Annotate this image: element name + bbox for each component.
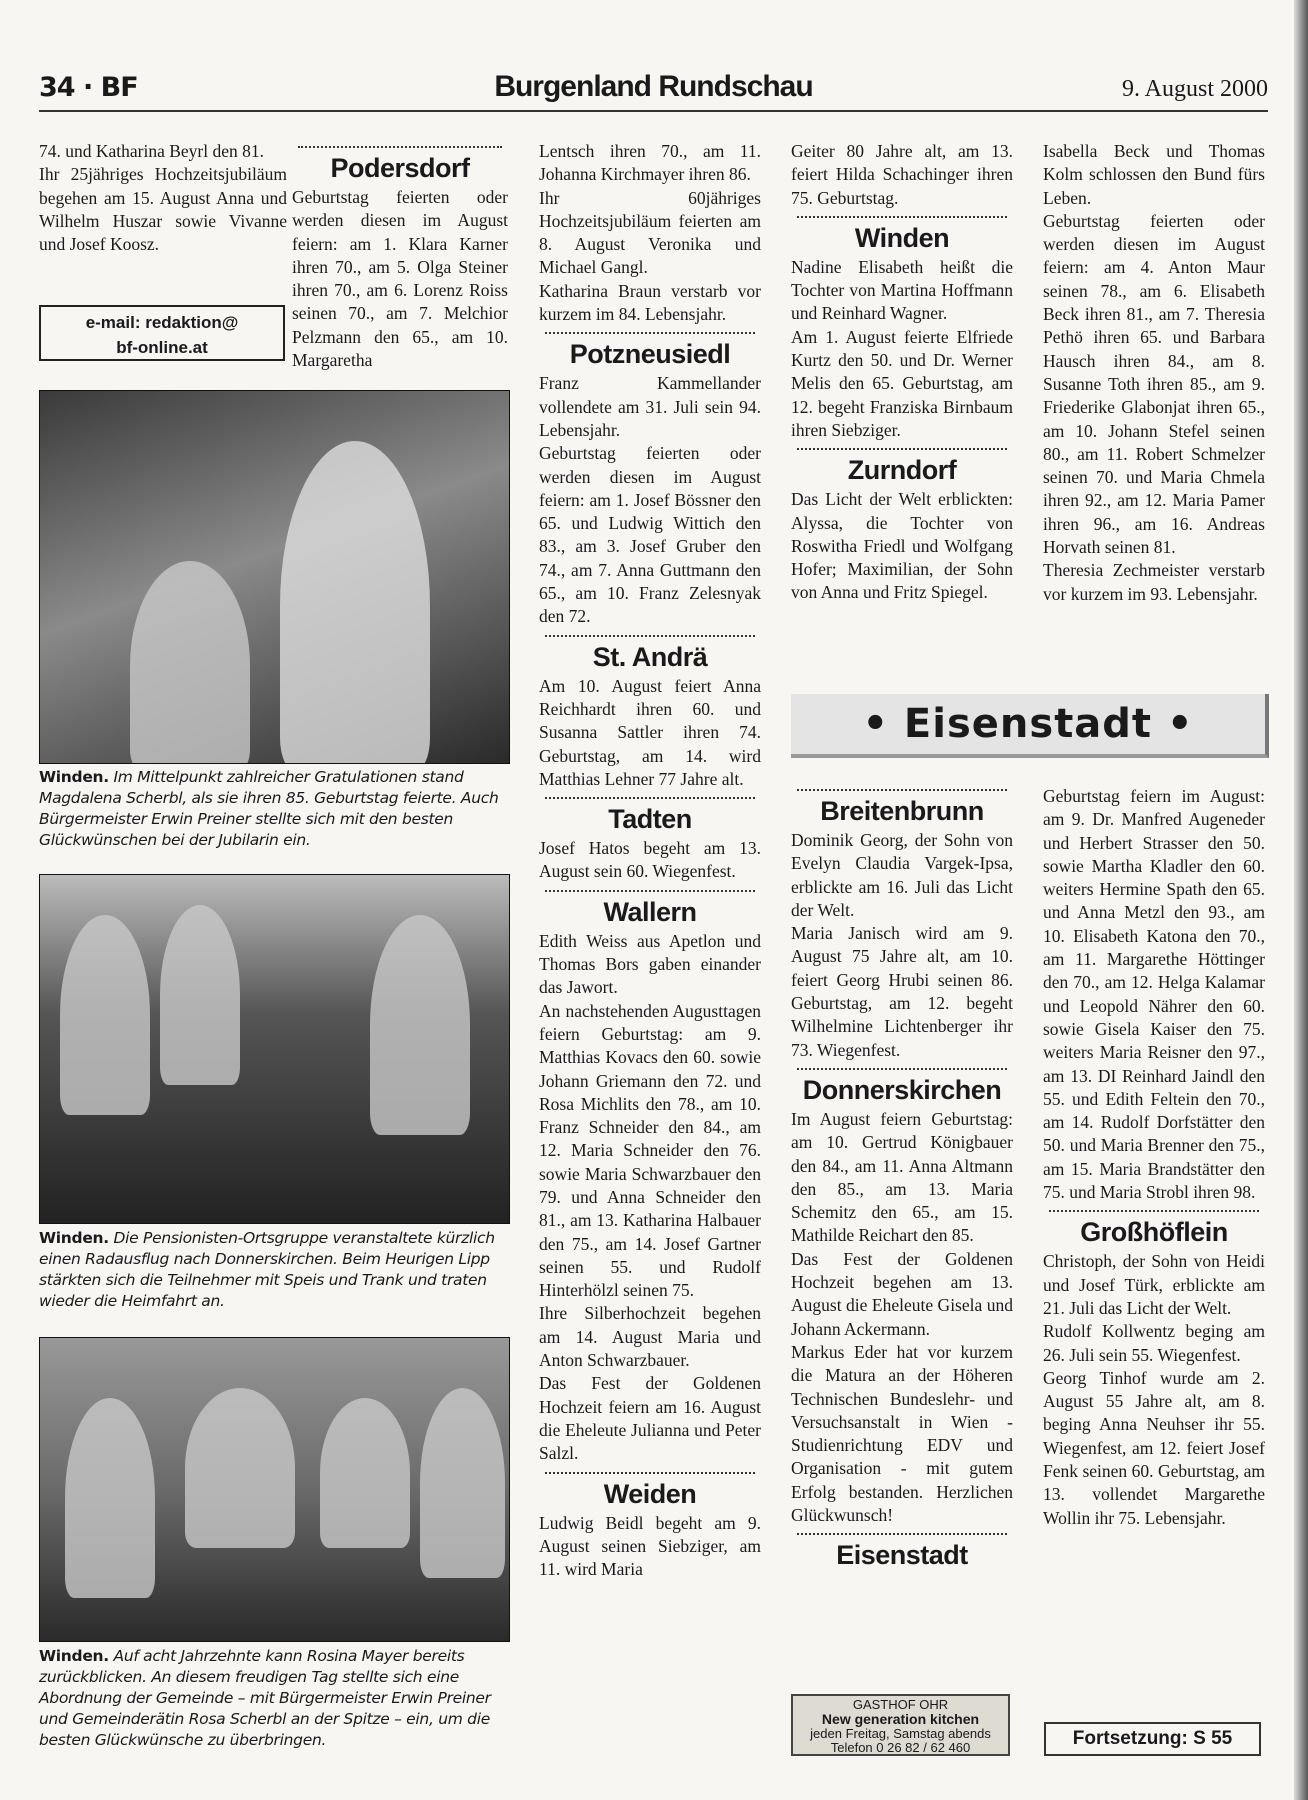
news-paragraph: Edith Weiss aus Apetlon und Thomas Bors gaben einander das Jawort. <box>539 930 761 998</box>
news-paragraph: Im August feiern Geburtstag: am 10. Gertrud Königbauer den 84., am 11. Anna Altmann den 85., am 13. Maria Schemitz den 65., am 15. Mathilde Reichart den 85. <box>791 1108 1013 1246</box>
ad-phone: Telefon 0 26 82 / 62 460 <box>830 1740 971 1755</box>
dotted-divider <box>545 332 755 334</box>
news-paragraph: Geburtstag feiern im August: am 9. Dr. Manfred Augeneder und Herbert Strasser den 50. sowie Martha Kladler den 60. weiters Hermine Spath den 65. und Anna Metzl den 93., am 10. Elisabeth Katona den 70., am 11. Margarethe Höttinger den 70., am 12. Helga Kalamar und Leopold Nährer den 60. sowie Gisela Kaiser den 75. weiters Maria Reisner den 97., am 13. DI Reinhard Jaindl den 55. und Edith Feltein den 70., am 14. Rudolf Dorfstätter den 50. und Maria Brenner den 75., am 15. Maria Brandstätter den 75. und Maria Strobl ihren 98. <box>1043 786 1265 1203</box>
photo-caption <box>39 767 508 851</box>
photo-rosina-mayer <box>39 1337 510 1642</box>
news-paragraph: An nachstehenden Augusttagen feiern Geburtstag: am 9. Matthias Kovacs den 60. sowie Johann Griemann den 72. und Rosa Michlits den 78., am 10. Franz Schneider den 84., am 12. Maria Schneider den 76. sowie Maria Schwarzbauer den 79. und Anna Schneider den 81., am 13. Katharina Halbauer den 75., am 14. Josef Gartner seinen 55. und Rudolf Hinterhölzl seinen 75. <box>539 1000 761 1301</box>
caption-place: Winden. <box>39 1647 109 1665</box>
section-heading: Tadten <box>608 804 692 835</box>
section-heading: Winden <box>854 222 950 253</box>
dotted-divider <box>298 146 502 148</box>
news-paragraph: Dominik Georg, der Sohn von Evelyn Claudia Vargek-Ipsa, erblickte am 16. Juli das Licht der Welt. <box>791 830 1013 920</box>
news-paragraph: Das Fest der Goldenen Hochzeit feiern am 16. August die Eheleute Julianna und Peter Salzl. <box>539 1373 761 1464</box>
section-heading: Breitenbrunn <box>820 796 984 826</box>
dotted-divider <box>545 797 755 799</box>
dotted-divider <box>545 635 755 637</box>
section-heading: Potzneusiedl <box>569 339 731 370</box>
news-paragraph: Rudolf Kollwentz beging am 26. Juli sein 55. Wiegenfest. <box>1043 1321 1265 1365</box>
page-edge-shadow <box>1294 0 1308 1800</box>
newspaper-title: Burgenland Rundschau <box>494 70 813 103</box>
news-paragraph: Georg Tinhof wurde am 2. August 55 Jahre alt, am 8. beging Anna Neuhser ihr 55. Wiegenfest, am 12. feiert Josef Fenk seinen 60. Geburtstag, am 13. vollendet Margarethe Wollin ihr 75. Lebensjahr. <box>1043 1367 1265 1528</box>
dotted-divider <box>797 216 1007 218</box>
section-heading: Eisenstadt <box>836 1540 968 1571</box>
news-paragraph: Markus Eder hat vor kurzem die Matura an der Höheren Technischen Bundeslehr- und Versuchsanstalt in Wien - Studienrichtung EDV und Organisation - mit gutem Erfolg bestanden. Herzlichen Glückwunsch! <box>791 1341 1013 1526</box>
column-1-top <box>39 140 287 256</box>
ad-name: GASTHOF OHR <box>852 1697 949 1712</box>
caption-place: Winden. <box>39 768 109 786</box>
section-heading: Donnerskirchen <box>802 1074 1002 1105</box>
page-number: 34 · BF <box>39 72 138 103</box>
section-heading: Zurndorf <box>847 455 957 486</box>
email-box <box>39 305 285 361</box>
news-paragraph: Geiter 80 Jahre alt, am 13. feiert Hilda Schachinger ihren 75. Geburtstag. <box>791 141 1013 208</box>
continuation-box: Fortsetzung: S 55 <box>1044 1722 1261 1756</box>
section-heading: Podersdorf <box>330 153 470 183</box>
news-paragraph: Geburtstag feierten oder werden diesen im August feiern: am 1. Klara Karner ihren 70., am 5. Olga Steiner ihren 70., am 6. Lorenz Roiss seinen 70., am 7. Melchior Pelzmann den 65., am 10. Margaretha <box>292 187 508 371</box>
caption-text: Die Pensionisten-Ortsgruppe veranstaltete kürzlich einen Radausflug nach Donnerskirchen. Beim Heurigen Lipp stärkten sich die Teilnehmer mit Speis und Trank und traten wieder die Heimfahrt an. <box>39 1229 495 1310</box>
photo-caption <box>39 1228 508 1312</box>
caption-place: Winden. <box>39 1229 109 1247</box>
email-line-2: bf-online.at <box>116 338 208 357</box>
section-banner-eisenstadt: • Eisenstadt • <box>791 694 1269 758</box>
news-paragraph: Das Licht der Welt erblickten: Alyssa, die Tochter von Roswitha Friedl und Wolfgang Hofer; Maximilian, der Sohn von Anna und Fritz Spiegel. <box>791 489 1013 603</box>
page-header <box>39 70 1268 112</box>
column-3 <box>539 140 761 1581</box>
news-paragraph: Am 1. August feierte Elfriede Kurtz den 50. und Dr. Werner Melis den 65. Geburtstag, am 12. begeht Franziska Birnbaum ihren Siebziger. <box>791 326 1013 440</box>
news-paragraph: Josef Hatos begeht am 13. August sein 60. Wiegenfest. <box>539 838 761 882</box>
dotted-divider <box>1049 1210 1259 1212</box>
column-2-top <box>292 140 508 372</box>
ad-slogan: New generation kitchen <box>821 1711 980 1727</box>
dotted-divider <box>797 1533 1007 1535</box>
news-paragraph: Maria Janisch wird am 9. August 75 Jahre alt, am 10. feiert Georg Hrubi seinen 86. Geburtstag, am 12. begeht Wilhelmine Lichtenberger ihr 73. Wiegenfest. <box>791 923 1013 1060</box>
ad-hours: jeden Freitag, Samstag abends <box>810 1726 991 1741</box>
news-paragraph: Das Fest der Goldenen Hochzeit begehen am 13. August die Eheleute Gisela und Johann Ackermann. <box>791 1248 1013 1339</box>
issue-date: 9. August 2000 <box>1121 76 1268 102</box>
news-paragraph: Isabella Beck und Thomas Kolm schlossen den Bund fürs Leben. <box>1043 141 1265 208</box>
news-paragraph: Geburtstag feierten oder werden diesen im August feiern: am 4. Anton Maur seinen 78., am 6. Elisabeth Beck ihren 81., am 7. Theresia Pethö ihren 65. und Barbara Hausch ihren 84., am 8. Susanne Toth ihren 85., am 9. Friederike Glabonjat ihren 65., am 10. Johann Stefel seinen 80., am 11. Robert Schmelzer seinen 70. und Maria Chmela ihren 92., am 12. Maria Pamer ihren 96., am 16. Andreas Horvath seinen 81. <box>1043 210 1265 558</box>
photo-cyclists <box>39 874 510 1224</box>
news-paragraph: Geburtstag feierten oder werden diesen im August feiern: am 1. Josef Bössner den 65. und Ludwig Wittich den 83., am 3. Josef Gruber den 74., am 7. Anna Guttmann den 65., am 10. Franz Zelesnyak den 72. <box>539 443 761 627</box>
section-heading: Wallern <box>603 896 697 927</box>
section-heading: Großhöflein <box>1080 1217 1228 1248</box>
news-paragraph: Franz Kammellander vollendete am 31. Juli sein 94. Lebensjahr. <box>539 373 761 440</box>
dotted-divider <box>797 448 1007 450</box>
news-paragraph: 74. und Katharina Beyrl den 81. <box>39 141 265 161</box>
dotted-divider <box>797 1068 1007 1070</box>
dotted-divider <box>545 890 755 892</box>
caption-text: Im Mittelpunkt zahlreicher Gratulationen stand Magdalena Scherbl, als sie ihren 85. Geburtstag feierte. Auch Bürgermeister Erwin Preiner stellte sich mit den besten Glückwünschen bei der Jubilarin ein. <box>39 768 499 849</box>
advertisement-gasthof-ohr <box>791 1694 1010 1756</box>
news-paragraph: Ihr 25jähriges Hochzeitsjubiläum begehen am 15. August Anna und Wilhelm Huszar sowie Vivanne und Josef Koosz. <box>39 164 287 255</box>
news-paragraph: Ludwig Beidl begeht am 9. August seinen Siebziger, am 11. wird Maria <box>539 1512 761 1580</box>
news-paragraph: Lentsch ihren 70., am 11. Johanna Kirchmayer ihren 86. <box>539 141 761 185</box>
dotted-divider <box>797 789 1007 791</box>
column-5-bottom <box>1043 785 1265 1530</box>
column-4-top <box>791 140 1013 605</box>
news-paragraph: Am 10. August feiert Anna Reichhardt ihren 60. und Susanna Sattler ihren 74. Geburtstag, am 14. wird Matthias Lehner 77 Jahre alt. <box>539 675 761 789</box>
caption-text: Auf acht Jahrzehnte kann Rosina Mayer bereits zurückblicken. An diesem freudigen Tag stellte sich eine Abordnung der Gemeinde – mit Bürgermeister Erwin Preiner und Gemeinderätin Rosa Scherbl an der Spitze – ein, um die besten Glückwünsche zu überbringen. <box>39 1647 491 1749</box>
section-heading: Weiden <box>603 1478 697 1509</box>
email-line-1: e-mail: redaktion@ <box>85 313 239 332</box>
news-paragraph: Theresia Zechmeister verstarb vor kurzem im 93. Lebensjahr. <box>1043 560 1265 604</box>
photo-jubilarin <box>39 390 510 764</box>
news-paragraph: Katharina Braun verstarb vor kurzem im 84. Lebensjahr. <box>539 280 761 325</box>
section-heading: St. Andrä <box>592 641 708 672</box>
column-4-bottom <box>791 783 1013 1573</box>
news-paragraph: Nadine Elisabeth heißt die Tochter von Martina Hoffmann und Reinhard Wagner. <box>791 256 1013 324</box>
column-5-top <box>1043 140 1265 606</box>
photo-caption <box>39 1646 508 1751</box>
dotted-divider <box>545 1472 755 1474</box>
news-paragraph: Christoph, der Sohn von Heidi und Josef Türk, erblickte am 21. Juli das Licht der Welt. <box>1043 1251 1265 1318</box>
news-paragraph: Ihre Silberhochzeit begehen am 14. August Maria und Anton Schwarzbauer. <box>539 1303 761 1371</box>
news-paragraph: Ihr 60jähriges Hochzeitsjubiläum feierten am 8. August Veronika und Michael Gangl. <box>539 187 761 278</box>
